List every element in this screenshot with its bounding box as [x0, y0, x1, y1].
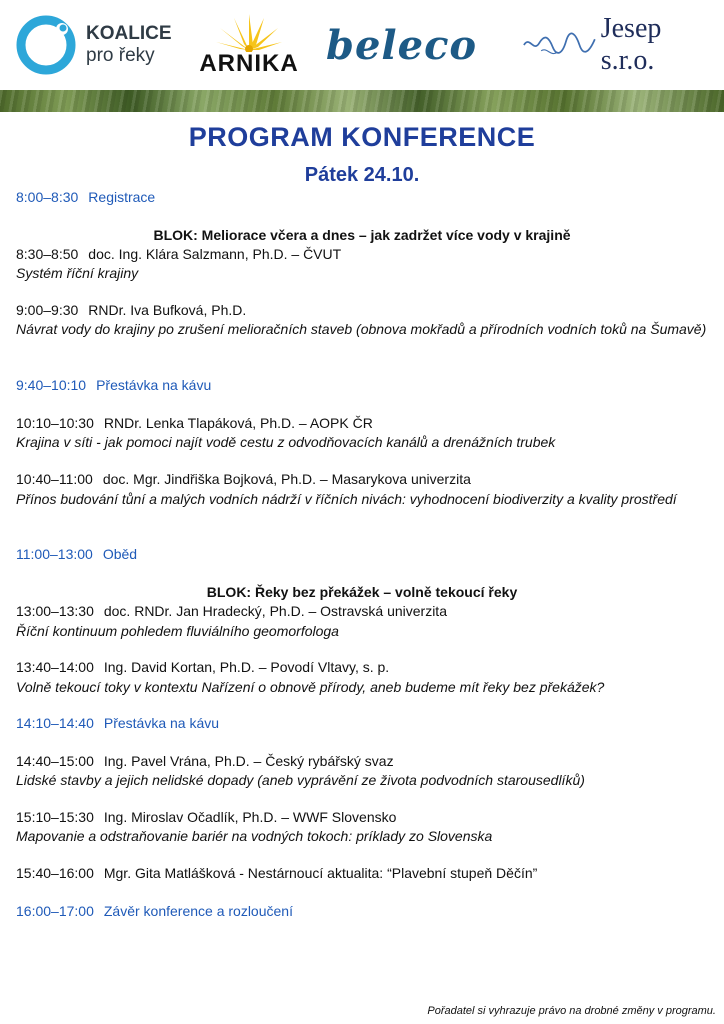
talk-8-speaker: [16, 809, 396, 825]
time: 13:00–13:30: [16, 603, 94, 619]
speaker: Ing. Pavel Vrána, Ph.D. – Český rybářský svaz: [103, 753, 394, 769]
talk-6-speaker: [16, 659, 389, 675]
label: Oběd: [102, 546, 138, 562]
time: 15:40–16:00: [16, 865, 94, 881]
jesep-logo: [522, 0, 717, 90]
coffee-break-1: [16, 377, 211, 393]
time: 11:00–13:00: [16, 546, 93, 562]
koalice-logo: [14, 0, 184, 90]
talk-9-speaker: [16, 865, 537, 881]
talk-1-speaker: [16, 246, 341, 262]
talk-3-topic: Krajina v síti - jak pomoci najít vodě cestu z odvodňovacích kanálů a drenážních trubek: [16, 434, 556, 450]
time: 14:10–14:40: [16, 715, 94, 731]
arnika-logo: [199, 0, 299, 90]
time: 13:40–14:00: [16, 659, 94, 675]
time: 8:00–8:30: [16, 189, 79, 205]
speaker: RNDr. Lenka Tlapáková, Ph.D. – AOPK ČR: [103, 415, 373, 431]
talk-5-speaker: [16, 603, 447, 619]
block-heading-1: BLOK: Meliorace včera a dnes – jak zadržet více vody v krajině: [153, 227, 571, 243]
label: Závěr konference a rozloučení: [103, 903, 293, 919]
arnika-name: ARNIKA: [199, 50, 299, 77]
speaker: doc. Ing. Klára Salzmann, Ph.D. – ČVUT: [88, 246, 342, 262]
nature-photo-strip: [0, 90, 724, 112]
speaker: doc. Mgr. Jindřiška Bojková, Ph.D. – Masarykova univerzita: [102, 471, 471, 487]
speaker: Mgr. Gita Matlášková - Nestárnoucí aktualita: “Plavební stupeň Děčín”: [103, 865, 538, 881]
talk-1-topic: Systém říční krajiny: [16, 265, 139, 281]
beleco-name: beleco: [326, 21, 478, 69]
lunch-row: [16, 546, 137, 562]
jesep-name: Jesep s.r.o.: [600, 13, 662, 76]
speaker: Ing. Miroslav Očadlík, Ph.D. – WWF Slovensko: [103, 809, 397, 825]
label: Přestávka na kávu: [103, 715, 220, 731]
label: Přestávka na kávu: [96, 377, 212, 393]
time: 10:40–11:00: [16, 471, 93, 487]
koalice-line2: pro řeky: [86, 45, 155, 66]
block-heading-2: BLOK: Řeky bez překážek – volně tekoucí řeky: [206, 584, 518, 600]
registration-row: [16, 189, 155, 205]
jesep-river-icon: [522, 27, 597, 63]
page-title: PROGRAM KONFERENCE: [188, 122, 536, 152]
coffee-break-2: [16, 715, 219, 731]
conference-date: Pátek 24.10.: [304, 164, 420, 186]
speaker: Ing. David Kortan, Ph.D. – Povodí Vltavy, s. p.: [103, 659, 390, 675]
talk-6-topic: Volně tekoucí toky v kontextu Nařízení o obnově přírody, aneb budeme mít řeky bez překážek?: [16, 679, 605, 695]
time: 15:10–15:30: [16, 809, 94, 825]
talk-7-speaker: [16, 753, 394, 769]
time: 9:40–10:10: [16, 377, 87, 393]
footer-note: Pořadatel si vyhrazuje právo na drobné změny v programu.: [427, 1005, 716, 1017]
speaker: doc. RNDr. Jan Hradecký, Ph.D. – Ostravská univerzita: [103, 603, 447, 619]
beleco-logo: [326, 0, 501, 90]
talk-4-topic: Přínos budování tůní a malých vodních nádrží v říčních nivách: vyhodnocení biodiverzity a kvality prostředí: [16, 491, 677, 507]
arnika-flower-icon: [214, 12, 284, 52]
time: 10:10–10:30: [16, 415, 94, 431]
talk-7-topic: Lidské stavby a jejich nelidské dopady (aneb vyprávění ze života podvodních starousedlíků): [16, 772, 585, 788]
koalice-ring-icon: [14, 13, 78, 77]
talk-8-topic: Mapovanie a odstraňovanie bariér na vodných tokoch: príklady zo Slovenska: [16, 828, 493, 844]
koalice-line1: KOALICE: [86, 23, 172, 44]
talk-2-topic: Návrat vody do krajiny po zrušení melioračních staveb (obnova mokřadů a přírodních vodních toků na Šumavě): [16, 321, 707, 337]
time: 9:00–9:30: [16, 302, 79, 318]
label: Registrace: [88, 189, 156, 205]
talk-5-topic: Říční kontinuum pohledem fluviálního geomorfologa: [16, 623, 339, 639]
logo-bar: [0, 0, 724, 90]
speaker: RNDr. Iva Bufková, Ph.D.: [88, 302, 247, 318]
talk-2-speaker: [16, 302, 246, 318]
closing-row: [16, 903, 293, 919]
time: 16:00–17:00: [16, 903, 94, 919]
time: 8:30–8:50: [16, 246, 79, 262]
talk-3-speaker: [16, 415, 373, 431]
time: 14:40–15:00: [16, 753, 94, 769]
talk-4-speaker: [16, 471, 471, 487]
